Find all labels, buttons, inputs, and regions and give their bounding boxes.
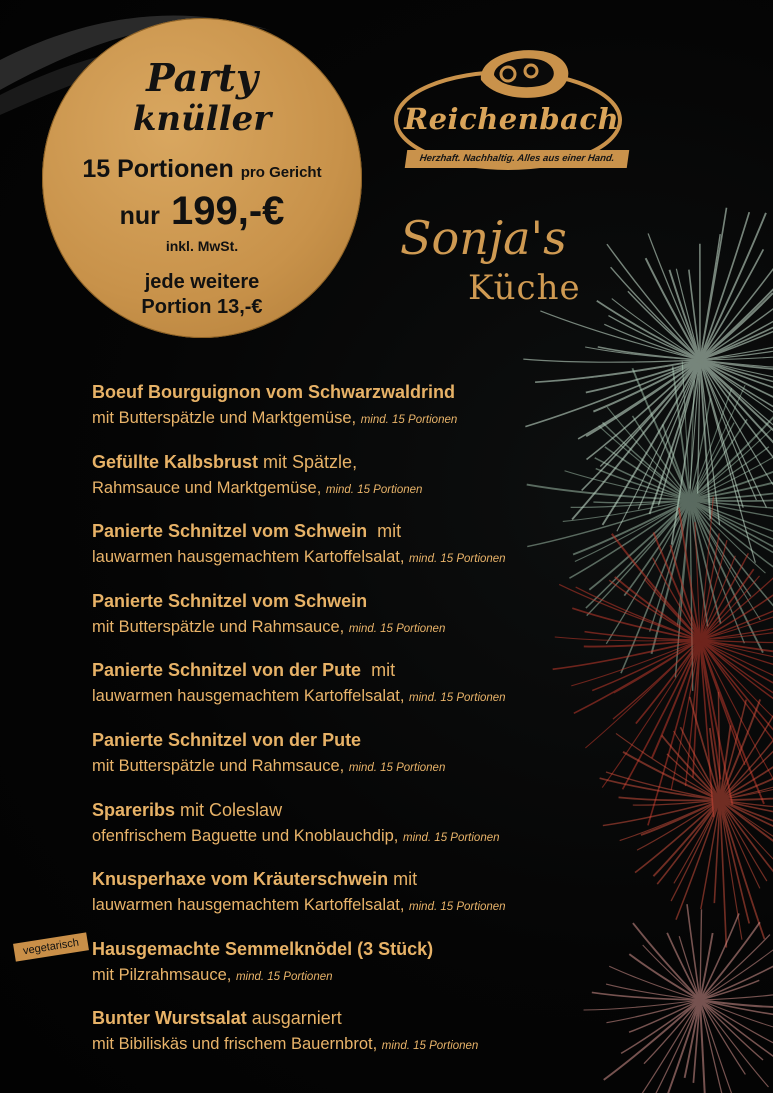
promo-price-value: 199,-€ [170,189,285,233]
dish-minimum: mind. 15 Portionen [360,414,458,426]
reichenbach-logo [386,40,631,180]
dish-description: Rahmsauce und Marktgemüse, [92,478,322,497]
dish-minimum: mind. 15 Portionen [325,483,423,496]
promo-portions-count: 15 Portionen [82,155,234,183]
dish-name: Gefüllte Kalbsbrust [92,451,259,472]
promo-title-party: Party [146,55,258,100]
dish-item [92,656,762,726]
logo-tagline: Herzhaft. Nachhaltig. Alles aus einer Hand. [405,150,630,168]
dish-name-suffix: mit [367,521,402,542]
promo-per-dish: pro Gericht [240,164,322,181]
dish-name: Knusperhaxe vom Kräuterschwein [92,869,389,890]
dish-minimum: mind. 15 Portionen [409,901,506,914]
promo-title-knueller: knüller [132,99,272,139]
promo-badge [42,18,362,338]
dish-description: mit Butterspätzle und Rahmsauce, [92,617,345,636]
promo-tax-note: inkl. MwSt. [165,238,239,254]
promo-price-prefix: nur [119,202,160,230]
dish-item [92,448,762,518]
dish-item [92,796,762,866]
promo-price [42,188,362,239]
dish-name: Panierte Schnitzel vom Schwein [92,590,368,611]
dish-name-suffix: mit Spätzle, [258,451,358,472]
dish-item [92,517,762,587]
dish-description: lauwarmen hausgemachtem Kartoffelsalat, [92,687,405,706]
dish-name-suffix: mit [388,869,418,890]
dish-name-suffix: mit [361,660,396,681]
dish-minimum: mind. 15 Portionen [235,970,333,983]
dish-item [92,726,762,796]
dish-name: Panierte Schnitzel von der Pute [92,660,362,681]
dish-name: Bunter Wurstsalat [92,1008,247,1029]
promo-extra [42,270,362,320]
dish-description: mit Bibiliskäs und frischem Bauernbrot, [92,1035,378,1054]
dish-list [22,378,762,1074]
dish-minimum: mind. 15 Portionen [348,761,446,774]
dish-minimum: mind. 15 Portionen [409,553,506,566]
dish-minimum: mind. 15 Portionen [402,831,500,844]
dish-description: ofenfrischem Baguette und Knoblauchdip, [92,826,399,845]
dish-name: Hausgemachte Semmelknödel (3 Stück) [92,938,434,959]
dish-name-suffix: mit Coleslaw [175,799,283,820]
promo-extra-line2: Portion 13,-€ [141,296,263,318]
dish-minimum: mind. 15 Portionen [348,622,446,635]
promo-extra-line1: jede weitere [144,271,260,293]
dish-minimum: mind. 15 Portionen [381,1040,479,1053]
dish-description: mit Butterspätzle und Rahmsauce, [92,756,345,775]
dish-name: Panierte Schnitzel von der Pute [92,729,362,750]
dish-item-vegetarian [22,935,762,1005]
vegetarian-badge: vegetarisch [13,932,89,961]
heading-title: Sonja's [400,211,567,265]
heading-subtitle: Küche [468,268,581,308]
dish-name: Panierte Schnitzel vom Schwein [92,521,368,542]
dish-name-suffix: ausgarniert [246,1008,342,1029]
dish-item [92,1004,762,1074]
promo-portions [42,154,362,188]
logo-brand-name: Reichenbach [404,102,620,136]
dish-minimum: mind. 15 Portionen [409,692,506,705]
dish-description: mit Pilzrahmsauce, [92,965,232,984]
dish-item [92,865,762,935]
dish-description: lauwarmen hausgemachtem Kartoffelsalat, [92,548,405,567]
dish-name: Spareribs [92,799,176,820]
dish-description: mit Butterspätzle und Marktgemüse, [92,409,357,427]
dish-item [92,587,762,657]
dish-description: lauwarmen hausgemachtem Kartoffelsalat, [92,896,405,915]
dish-name: Boeuf Bourguignon vom Schwarzwaldrind [92,382,456,402]
dish-item [92,378,762,448]
